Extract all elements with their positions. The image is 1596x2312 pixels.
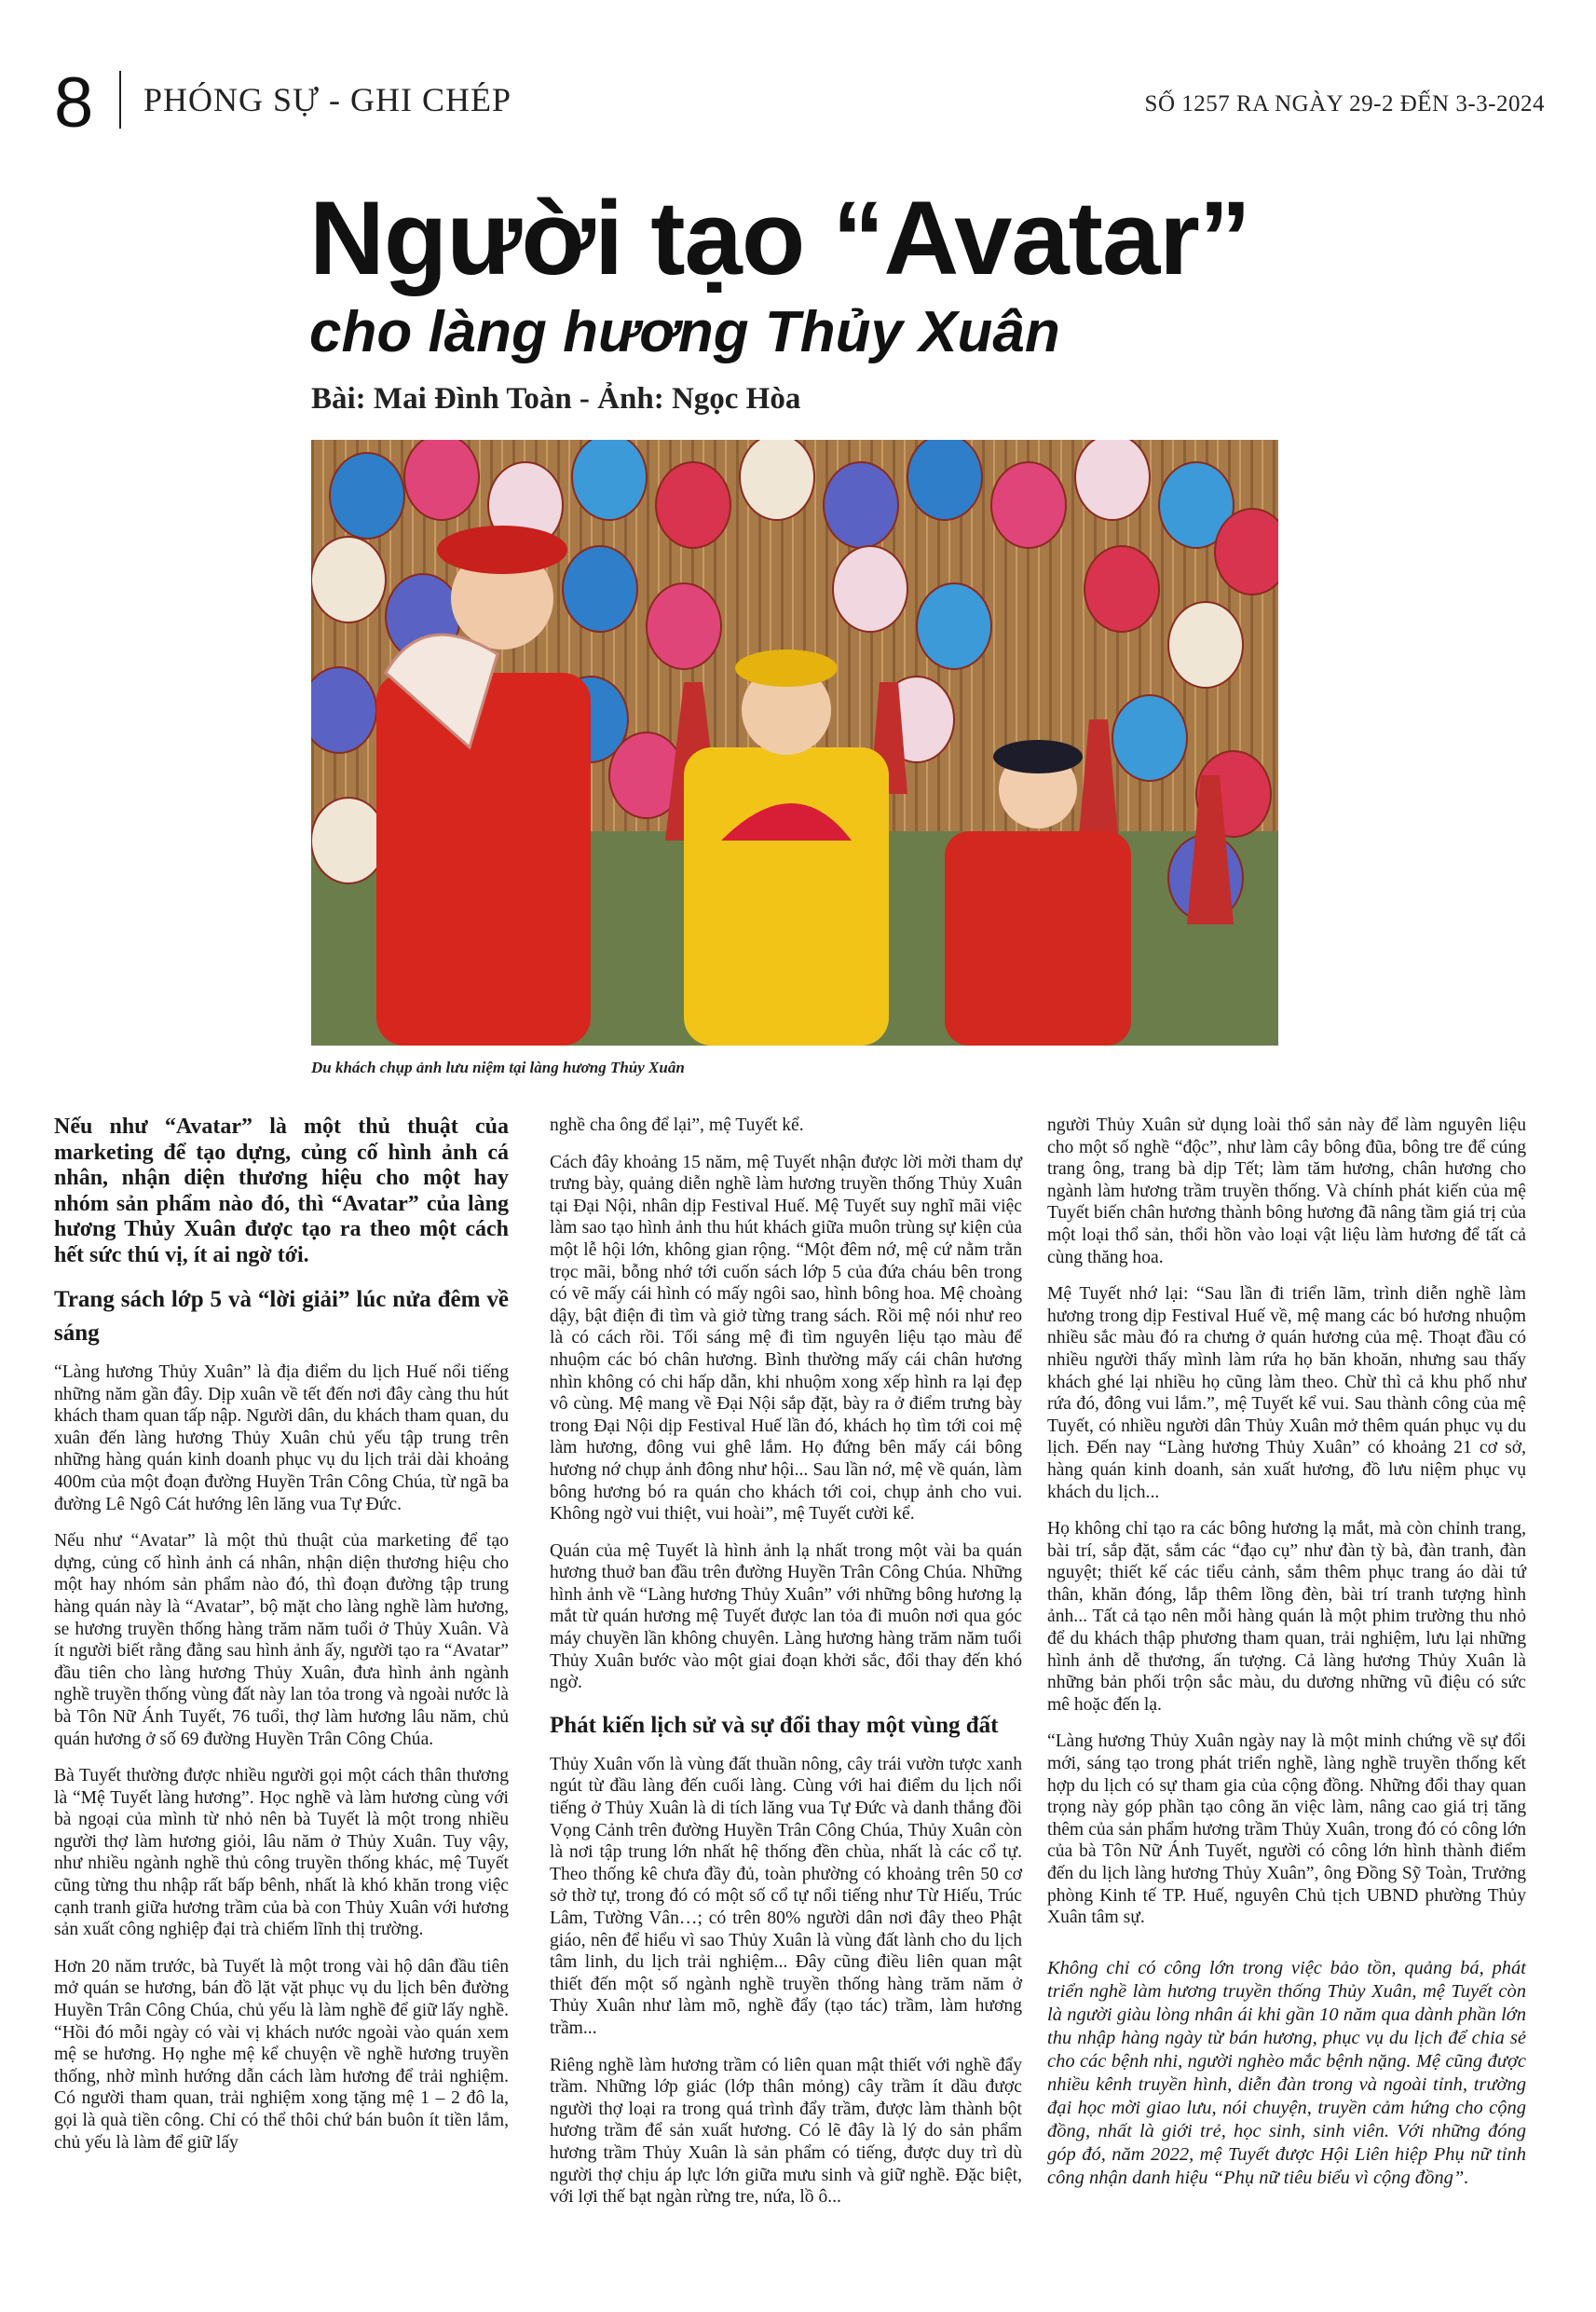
lantern [311, 667, 376, 753]
section-heading-1: Trang sách lớp 5 và “lời giải” lúc nửa đêm về sáng [54, 1287, 509, 1346]
paragraph: Thủy Xuân vốn là vùng đất thuần nông, cây trái vườn tược xanh ngút từ đầu làng đến cuối làng. Cùng với hai điểm du lịch nổi tiếng ở Thủy Xuân là di tích lăng vua Tự Đức và danh thắng đồi Vọng Cảnh trên đường Huyền Trân Công Chúa, Thủy Xuân còn là nơi tập trung lớn nhất hệ thống đền chùa, nhất là các cổ tự. Theo thống kê chưa đầy đủ, toàn phường có khoảng trên 50 cơ sở thờ tự, trong đó có một số cổ tự nổi tiếng như Từ Hiếu, Trúc Lâm, Tường Vân…; có trên 80% người dân nơi đây theo Phật giáo, nên để hiểu vì sao Thủy Xuân là vùng đất lành cho du lịch tâm linh, du lịch trải nghiệm... Đây cũng điều liên quan mật thiết đến một số ngành nghề truyền thống hàng trăm năm ở Thủy Xuân như làm mõ, nghề đẩy (tạo tác) trầm, làm hương trầm... [550, 1754, 1022, 2038]
section-name: PHÓNG SỰ - GHI CHÉP [143, 81, 512, 118]
section-heading-2: Phát kiến lịch sử và sự đổi thay một vùng đất [550, 1712, 999, 1738]
photo-illustration [311, 440, 1278, 1046]
page-header [54, 62, 1545, 145]
paragraph: nghề cha ông để lại”, mệ Tuyết kể. [550, 1115, 804, 1135]
paragraph: Cách đây khoảng 15 năm, mệ Tuyết nhận được lời mời tham dự trưng bày, quảng diễn nghề làm hương truyền thống Thủy Xuân tại Đại Nội, nhân dịp Festival Huế. Mệ Tuyết suy nghĩ mãi việc làm sao tạo hình ảnh thu hút khách giữa muôn trùng sự kiện của một lễ hội lớn, không gian rộng. “Một đêm nớ, mệ cứ nằm trằn trọc mãi, bỗng nhớ tới cuốn sách lớp 5 của đứa cháu bên trong có vẽ mấy cái hình có mấy ngôi sao, hình bông hoa. Mệ choàng dậy, bật điện đi tìm và giở từng trang sách. Rồi mệ nói như reo là có cách rồi. Tối sáng mệ đi tìm nguyên liệu tạo màu để nhuộm các bó chân hương. Bình thường mấy cái chân hương nhìn không có chi hấp dẫn, khi nhuộm xong xếp hình ra lại đẹp vô cùng. Mệ mang về Đại Nội sắp đặt, bày ra ở điểm trưng bày trong Đại Nội dịp Festival Huế lần đó, khách họ tìm tới coi mệ làm hương, đông vui ghê lắm. Họ đứng bên mấy cái bông hương nớ chụp ảnh đông như hội... Sau lần nớ, mệ về quán, làm bông hương bó ra quán cho khách tới coi, chụp ảnh cho vui. Không ngờ vui thiệt, vui hoài”, mệ Tuyết cười kể. [550, 1152, 1022, 1525]
article-byline: Bài: Mai Đình Toàn - Ảnh: Ngọc Hòa [311, 382, 801, 416]
paragraph: Họ không chỉ tạo ra các bông hương lạ mắt, mà còn chỉnh trang, bài trí, sắp đặt, sắm các “đạo cụ” như đàn tỳ bà, đàn tranh, đàn nguyệt; thiết kế các tiểu cảnh, sắm thêm phục trang áo dài tứ thân, khăn đóng, lắp thêm lồng đèn, bài trí tranh tượng hình ảnh... Tất cả tạo nên mỗi hàng quán là một phim trường thu nhỏ để du khách thập phương tham quan, trải nghiệm, lưu lại những hình ảnh dễ thương, ấn tượng. Cả làng hương Thủy Xuân là những bản phối trộn sắc màu, du dương những vũ điệu có sức mê hoặc đến lạ. [1047, 1519, 1526, 1715]
header-divider [119, 71, 121, 129]
paragraph: “Làng hương Thủy Xuân” là địa điểm du lịch Huế nổi tiếng những năm gần đây. Dịp xuân về tết đến nơi đây càng thu hút khách tham quan tấp nập. Người dân, du khách tham quan, du xuân đến làng hương Thủy Xuân chủ yếu tập trung trên những hàng quán kinh doanh phục vụ du lịch trải dài khoảng 400m của một đoạn đường Huyền Trân Công Chúa, từ ngã ba đường Lê Ngô Cát hướng lên lăng vua Tự Đức. [54, 1362, 509, 1514]
lantern [647, 583, 721, 669]
lantern [907, 440, 982, 520]
lantern [1215, 509, 1278, 595]
paragraph: “Làng hương Thủy Xuân ngày nay là một minh chứng về sự đổi mới, sáng tạo trong phát triển nghề, làng nghề truyền thống kết hợp du lịch có sự tham gia của cộng đồng. Những đổi thay quan trọng này góp phần tạo công ăn việc làm, nâng cao giá trị tăng thêm của sản phẩm hương trầm Thủy Xuân, trong đó có công lớn của bà Tôn Nữ Ánh Tuyết, người có công lớn hình thành điểm đến du lịch làng hương Thủy Xuân”, ông Đồng Sỹ Toàn, Trưởng phòng Kinh tế TP. Huế, nguyên Chủ tịch UBND phường Thủy Xuân tâm sự. [1047, 1731, 1526, 1928]
sidebar-note: Không chỉ có công lớn trong việc bảo tồn, quảng bá, phát triển nghề làm hương truyền thống Thủy Xuân, mệ Tuyết còn là người giàu lòng nhân ái khi gần 10 năm qua dành phần lớn thu nhập hàng ngày từ bán hương, phục vụ du lịch để chia sẻ cho các bệnh nhi, người nghèo mắc bệnh nặng. Mệ cũng được nhiều kênh truyền hình, diễn đàn trong và ngoài tỉnh, trường đại học mời giao lưu, nói chuyện, truyền cảm hứng cho cộng đồng, nhất là giới trẻ, học sinh, sinh viên. Với những đóng góp đó, năm 2022, mệ Tuyết được Hội Liên hiệp Phụ nữ tỉnh công nhận danh hiệu “Phụ nữ tiêu biểu vì cộng đồng”. [1047, 1957, 1526, 2188]
lead-photo [311, 440, 1278, 1046]
paragraph: Hơn 20 năm trước, bà Tuyết là một trong vài hộ dân đầu tiên mở quán se hương, bán đồ lặt vặt phục vụ du lịch bên đường Huyền Trân Công Chúa, chủ yếu là làm nghề để giữ lấy nghề. “Hồi đó mỗi ngày có vài vị khách nước ngoài vào quán xem mệ se hương. Họ nghe mệ kể chuyện về nghề hương truyền thống, nhờ mình hướng dẫn cách làm hương để trải nghiệm. Có người tham quan, trải nghiệm xong tặng mệ 1 – 2 đô la, gọi là quà tiền công. Chỉ có thể thôi chứ bán buôn ít tiền lắm, chủ yếu là làm để giữ lấy [54, 1956, 509, 2153]
issue-date: SỐ 1257 RA NGÀY 29-2 ĐẾN 3-3-2024 [1144, 91, 1545, 116]
lantern [1112, 695, 1187, 781]
lantern [833, 546, 907, 632]
lantern [991, 462, 1066, 548]
lantern [404, 440, 479, 520]
lantern [1075, 440, 1150, 520]
lantern [740, 440, 814, 520]
page-number: 8 [54, 63, 94, 143]
lantern [656, 462, 730, 548]
paragraph: Riêng nghề làm hương trầm có liên quan mật thiết với nghề đẩy trầm. Những lớp giác (lớp thân mỏng) cây trầm ít dầu được người thợ loại ra trong quá trình đẩy trầm, được làm thành bột hương trầm để sản xuất hương. Có lẽ đây là lý do sản phẩm hương trầm Thủy Xuân là sản phẩm có tiếng, được duy trì dù người thợ chịu áp lực lớn giữa mưu sinh và giữ nghề. Đặc biệt, với lợi thế bạt ngàn rừng tre, nứa, lồ ô... [550, 2055, 1022, 2208]
photo-caption: Du khách chụp ảnh lưu niệm tại làng hương Thủy Xuân [311, 1059, 685, 1076]
lantern [1168, 602, 1243, 688]
lantern [563, 546, 637, 632]
paragraph: Quán của mệ Tuyết là hình ảnh lạ nhất trong một vài ba quán hương thuở ban đầu trên đường Huyền Trân Công Chúa. Những hình ảnh về “Làng hương Thủy Xuân” với những bông hương lạ mắt từ quán hương mệ Tuyết được lan tỏa đi muôn nơi qua góc máy chuyền lần không chuyên. Làng hương hàng trăm năm tuổi Thủy Xuân bước vào một giai đoạn khởi sắc, đổi thay đến khó ngờ. [550, 1540, 1022, 1693]
paragraph: Bà Tuyết thường được nhiều người gọi một cách thân thương là “Mệ Tuyết làng hương”. Học nghề và làm hương cùng với bà ngoại của mình từ nhỏ nên bà Tuyết là một trong nhiều người thợ làm hương giỏi, lâu năm ở Thủy Xuân. Tuy vậy, như nhiều ngành nghề thủ công truyền thống khác, mệ Tuyết cũng từng thu nhập rất bấp bênh, nhất là khó khăn trong việc cạnh tranh giữa hương trầm của bà con Thủy Xuân với hương sản xuất công nghiệp đại trà chiếm lĩnh thị trường. [54, 1766, 509, 1940]
column-3 [1047, 1115, 1526, 2205]
column-1 [54, 1115, 509, 2168]
lantern [1084, 546, 1159, 632]
lantern [572, 440, 647, 520]
lantern [917, 583, 991, 669]
lead-paragraph: Nếu như “Avatar” là một thủ thuật của marketing để tạo dựng, củng cố hình ảnh cá nhân, nhận diện thương hiệu cho một hay nhóm sản phẩm nào đó, thì “Avatar” của làng hương Thủy Xuân được tạo ra theo một cách hết sức thú vị, ít ai ngờ tới. [54, 1115, 509, 1267]
lantern [330, 453, 404, 539]
paragraph: Mệ Tuyết nhớ lại: “Sau lần đi triển lãm, trình diễn nghề làm hương trong dịp Festival Huế về, mệ mang các bó hương nhuộm nhiều sắc màu đó ra chưng ở quán hương của mệ. Thoạt đầu có nhiều người thấy mình làm rứa họ băn khoăn, nhưng sau thấy khách ghé lại nhiều họ cũng làm theo. Chừ thì cả khu phố như rứa đó, đông vui lắm.”, mệ Tuyết kể vui. Sau thành công của mệ Tuyết, có nhiều người dân Thủy Xuân mở thêm quán phục vụ du lịch. Đến nay “Làng hương Thủy Xuân” có khoảng 21 cơ sở, hàng quán kinh doanh, sản xuất hương, đồ lưu niệm phục vụ khách du lịch... [1047, 1284, 1526, 1502]
paragraph: người Thủy Xuân sử dụng loài thổ sản này để làm nguyên liệu cho một số nghề “độc”, như làm cây bông đũa, bông tre để cúng trang ông, trang bà dịp Tết; làm tăm hương, chân hương cho ngành làm hương trầm truyền thống. Và chính phát kiến của mệ Tuyết biến chân hương thành bông hương đã nâng tầm giá trị của một loại thổ sản, thổi hồn vào loại vật liệu làm hương để tất cả cùng thăng hoa. [1047, 1115, 1526, 1267]
lantern [824, 462, 898, 548]
article-subtitle: cho làng hương Thủy Xuân [309, 300, 1060, 364]
lantern [311, 537, 386, 622]
article-title: Người tạo “Avatar” [309, 180, 1250, 296]
column-2 [550, 1115, 1022, 2223]
lantern [311, 798, 386, 883]
paragraph: Nếu như “Avatar” là một thủ thuật của marketing để tạo dựng, củng cố hình ảnh cá nhân, nhận diện thương hiệu cho một hay nhóm sản phẩm nào đó, thì đoạn đường tập trung hàng quán này là “Avatar”, bộ mặt cho làng nghề làm hương, se hương truyền thống hàng trăm năm tuổi ở Thủy Xuân. Và ít người biết rằng đằng sau hình ảnh ấy, người tạo ra “Avatar” đầu tiên cho làng hương Thủy Xuân, đưa hình ảnh ngành nghề truyền thống vùng đất này lan tỏa trong và ngoài nước là bà Tôn Nữ Ánh Tuyết, 76 tuổi, thợ làm hương lâu năm, chủ quán hương ở số 69 đường Huyền Trân Công Chúa. [54, 1531, 509, 1749]
